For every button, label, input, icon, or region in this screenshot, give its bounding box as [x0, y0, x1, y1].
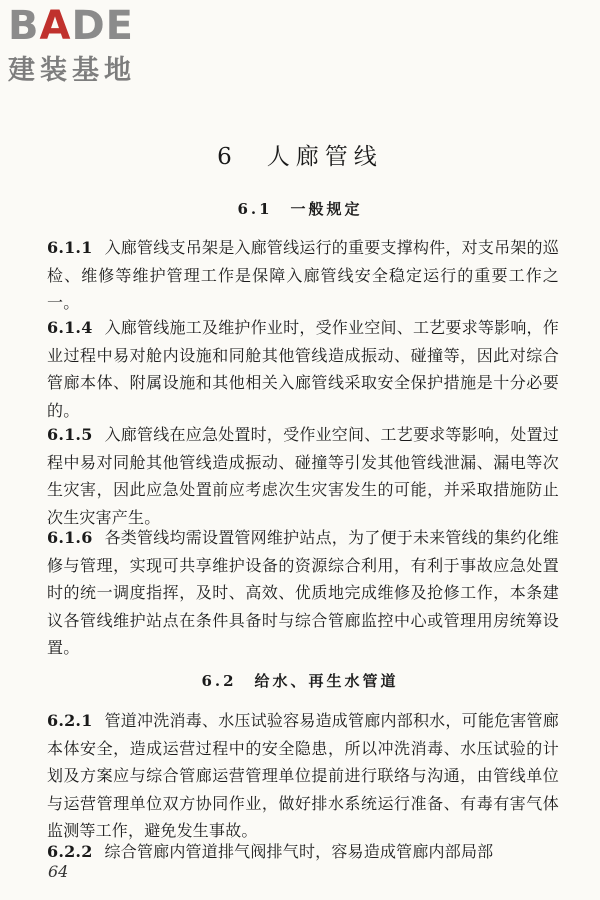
- clause-text: 入廊管线在应急处置时，受作业空间、工艺要求等影响，处置过程中易对同舱其他管线造成振动、碰撞等引发其他管线泄漏、漏电等次生灾害，因此应急处置前应考虑次生灾害发生的可能，并采取措施防止次生灾害产生。: [47, 425, 559, 527]
- clause-text: 管道冲洗消毒、水压试验容易造成管廊内部积水，可能危害管廊本体安全，造成运营过程中的安全隐患，所以冲洗消毒、水压试验的计划及方案应与综合管廊运营管理单位提前进行联络与沟通，由管线单位与运营管理单位双方协同作业，做好排水系统运行准备、有毒有害气体监测等工作，避免发生事故。: [47, 711, 559, 840]
- section-title: 6.2 给水、再生水管道: [201, 672, 399, 690]
- clause-6-2-1: [47, 707, 559, 845]
- clause-number: 6.2.1: [47, 711, 93, 730]
- logo-accent-letter: A: [39, 3, 72, 49]
- section-title: 6.1 一般规定: [237, 200, 363, 218]
- clause-6-1-5: [47, 421, 559, 531]
- clause-text: 入廊管线支吊架是入廊管线运行的重要支撑构件，对支吊架的巡检、维修等维护管理工作是保障入廊管线安全稳定运行的重要工作之一。: [47, 238, 559, 312]
- page-number: 64: [48, 862, 69, 881]
- clause-number: 6.2.2: [47, 842, 93, 861]
- clause-text: 综合管廊内管道排气阀排气时，容易造成管廊内部局部: [104, 842, 494, 861]
- logo-wordmark: BADE: [8, 3, 134, 49]
- clause-number: 6.1.4: [47, 318, 93, 337]
- logo: [8, 4, 178, 94]
- clause-number: 6.1.1: [47, 238, 93, 257]
- clause-6-1-1: [47, 234, 559, 317]
- clause-text: 入廊管线施工及维护作业时，受作业空间、工艺要求等影响，作业过程中易对舱内设施和同舱其他管线造成振动、碰撞等，因此对综合管廊本体、附属设施和其他相关入廊管线采取安全保护措施是十分必要的。: [47, 318, 559, 420]
- logo-subtitle: 建装基地: [8, 55, 136, 86]
- chapter-title: 6 人廊管线: [217, 144, 383, 170]
- clause-text: 各类管线均需设置管网维护站点，为了便于未来管线的集约化维修与管理，实现可共享维护设备的资源综合利用，有利于事故应急处置时的统一调度指挥，及时、高效、优质地完成维修及抢修工作，本条建议各管线维护站点在条件具备时与综合管廊监控中心或管理用房统筹设置。: [47, 528, 559, 657]
- clause-6-1-4: [47, 314, 559, 424]
- clause-6-1-6: [47, 524, 559, 662]
- clause-number: 6.1.5: [47, 425, 93, 444]
- clause-number: 6.1.6: [47, 528, 93, 547]
- clause-6-2-2: [47, 838, 559, 866]
